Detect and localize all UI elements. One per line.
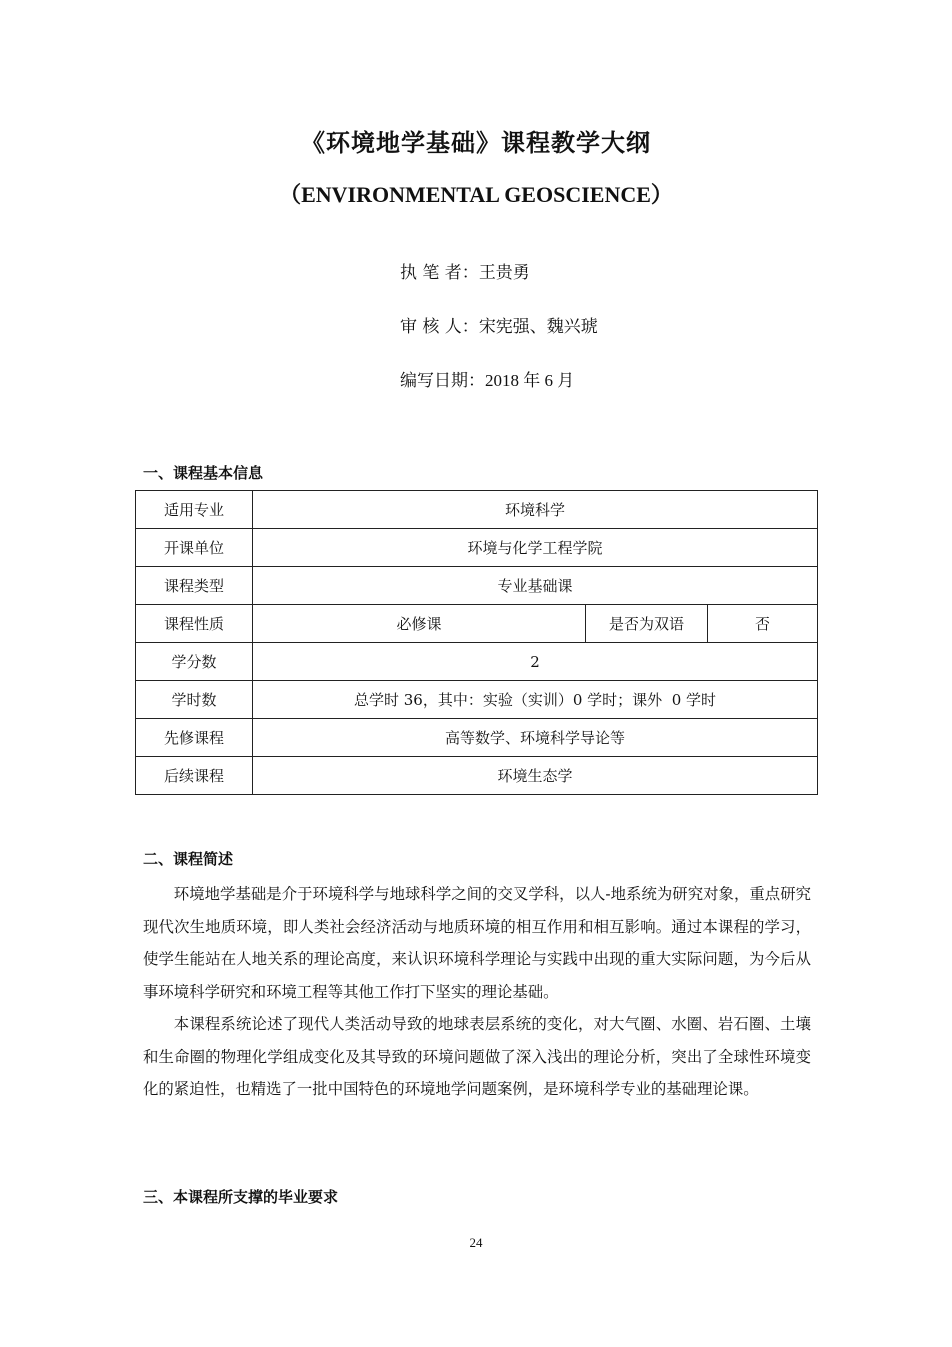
credits-label: 学分数 — [136, 643, 253, 681]
summary-paragraph-1: 环境地学基础是介于环境科学与地球科学之间的交叉学科，以人-地系统为研究对象，重点研究现代次生地质环境，即人类社会经济活动与地质环境的相互作用和相互影响。通过本课程的学习，使学生能站在人地关系的理论高度，来认识环境科学理论与实践中出现的重大实际问题，为今后从事环境科学研究和环境工程等其他工作打下坚实的理论基础。 — [143, 885, 811, 1001]
major-value: 环境科学 — [253, 491, 818, 529]
major-label: 适用专业 — [136, 491, 253, 529]
followup-label: 后续课程 — [136, 757, 253, 795]
table-row — [136, 605, 818, 643]
table-row — [136, 719, 818, 757]
date-line — [400, 366, 574, 391]
table-row — [136, 491, 818, 529]
hours-label: 学时数 — [136, 681, 253, 719]
type-label: 课程类型 — [136, 567, 253, 605]
table-row — [136, 757, 818, 795]
document-subtitle: （ENVIRONMENTAL GEOSCIENCE） — [279, 182, 673, 207]
document-title: 《环境地学基础》课程教学大纲 — [301, 129, 651, 157]
table-row — [136, 529, 818, 567]
prereq-label: 先修课程 — [136, 719, 253, 757]
type-value: 专业基础课 — [253, 567, 818, 605]
reviewer-line — [400, 312, 598, 337]
course-info-table — [135, 490, 818, 795]
bilingual-label: 是否为双语 — [586, 605, 708, 643]
reviewer-label: 审 核 人： — [400, 317, 479, 337]
reviewer-value: 宋宪强、魏兴琥 — [478, 317, 598, 337]
author-label: 执 笔 者： — [400, 263, 479, 283]
unit-label: 开课单位 — [136, 529, 253, 567]
hours-value: 总学时 36，其中：实验（实训）0 学时；课外 0 学时 — [253, 681, 818, 719]
nature-label: 课程性质 — [136, 605, 253, 643]
summary-paragraph-2: 本课程系统论述了现代人类活动导致的地球表层系统的变化，对大气圈、水圈、岩石圈、土壤和生命圈的物理化学组成变化及其导致的环境问题做了深入浅出的理论分析，突出了全球性环境变化的紧迫性，也精选了一批中国特色的环境地学问题案例，是环境科学专业的基础理论课。 — [143, 1015, 811, 1098]
followup-value: 环境生态学 — [253, 757, 818, 795]
section-heading-basic-info: 一、课程基本信息 — [143, 464, 264, 482]
date-value: 2018 年 6 月 — [485, 371, 575, 390]
nature-value: 必修课 — [253, 605, 586, 643]
credits-value: 2 — [253, 643, 818, 681]
date-label: 编写日期： — [400, 371, 485, 391]
bilingual-value: 否 — [708, 605, 818, 643]
page-number: 24 — [469, 1235, 483, 1250]
table-row — [136, 643, 818, 681]
prereq-value: 高等数学、环境科学导论等 — [253, 719, 818, 757]
author-line — [400, 258, 530, 283]
table-row — [136, 567, 818, 605]
section-heading-graduation-requirements: 三、本课程所支撑的毕业要求 — [143, 1188, 339, 1206]
unit-value: 环境与化学工程学院 — [253, 529, 818, 567]
table-row — [136, 681, 818, 719]
author-value: 王贵勇 — [478, 263, 530, 283]
section-heading-course-summary: 二、课程简述 — [143, 850, 234, 868]
